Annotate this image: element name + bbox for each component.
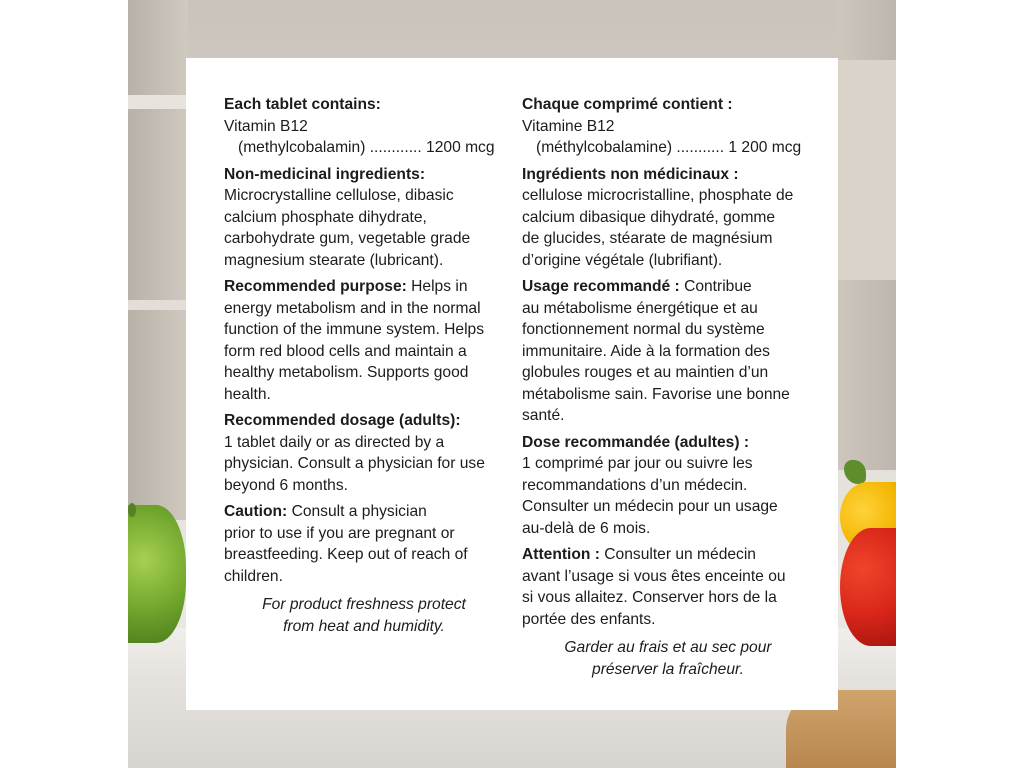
caution-line-fr: avant l’usage si vous êtes enceinte ou <box>522 567 786 585</box>
caution-line: Consult a physician <box>287 503 427 520</box>
purpose-line-fr: fonctionnement normal du système <box>522 321 765 338</box>
green-apple <box>128 505 186 643</box>
purpose-section-fr <box>522 276 814 427</box>
caution-heading-fr: Attention : <box>522 546 600 563</box>
caution-section-fr <box>522 544 814 630</box>
purpose-line: healthy metabolism. Supports good <box>224 364 469 381</box>
dosage-heading: Recommended dosage (adults): <box>224 412 461 429</box>
purpose-line: health. <box>224 385 271 403</box>
apple-stem <box>128 503 136 517</box>
dosage-section <box>224 410 504 496</box>
nonmed-line-fr: calcium dibasique dihydraté, gomme <box>522 208 776 226</box>
freshness-note-fr <box>522 637 814 680</box>
contains-heading: Each tablet contains: <box>224 96 381 113</box>
nonmed-line: carbohydrate gum, vegetable grade <box>224 230 471 247</box>
red-tomato <box>840 528 896 646</box>
caution-line-fr: Consulter un médecin <box>599 546 756 563</box>
purpose-line: form red blood cells and maintain a <box>224 342 467 360</box>
nonmed-line: magnesium stearate (lubricant). <box>224 251 444 269</box>
purpose-heading: Recommended purpose: <box>224 278 407 295</box>
shelf-left-upper <box>128 95 188 109</box>
pepper-stem <box>844 460 866 484</box>
freshness-line: from heat and humidity. <box>283 617 445 635</box>
caution-line-fr: si vous allaitez. Conserver hors de la <box>522 589 777 606</box>
dosage-line-fr: au-delà de 6 mois. <box>522 519 651 537</box>
purpose-line-fr: globules rouges et au maintien d’un <box>522 364 769 381</box>
purpose-section <box>224 276 504 405</box>
dosage-line-fr: Consulter un médecin pour un usage <box>522 498 778 515</box>
dosage-line: physician. Consult a physician for use <box>224 455 485 472</box>
freshness-note <box>224 594 504 637</box>
window-right <box>838 60 896 280</box>
purpose-heading-fr: Usage recommandé : <box>522 278 680 295</box>
purpose-line: function of the immune system. Helps <box>224 321 485 338</box>
caution-section <box>224 501 504 587</box>
contains-detail-fr: (méthylcobalamine) ........... 1 200 mcg <box>536 139 802 156</box>
shelf-left-lower <box>128 300 188 310</box>
nonmed-heading-fr: Ingrédients non médicinaux : <box>522 165 739 183</box>
nonmed-line: Microcrystalline cellulose, dibasic <box>224 187 454 204</box>
dosage-line-fr: 1 comprimé par jour ou suivre les <box>522 455 753 472</box>
label-card <box>186 58 838 710</box>
dosage-line: 1 tablet daily or as directed by a <box>224 433 445 451</box>
english-column <box>224 94 504 637</box>
contains-item-fr: Vitamine B12 <box>522 117 615 135</box>
dosage-heading-fr: Dose recommandée (adultes) : <box>522 433 750 451</box>
freshness-line-fr: Garder au frais et au sec pour <box>564 639 772 656</box>
french-column <box>522 94 814 680</box>
caution-line: prior to use if you are pregnant or <box>224 524 455 542</box>
dosage-line: beyond 6 months. <box>224 476 348 494</box>
freshness-line-fr: préserver la fraîcheur. <box>592 660 744 678</box>
nonmed-line-fr: de glucides, stéarate de magnésium <box>522 230 773 247</box>
contains-section-fr <box>522 94 814 159</box>
caution-line: children. <box>224 567 283 585</box>
nonmed-line-fr: cellulose microcristalline, phosphate de <box>522 187 794 204</box>
dosage-line-fr: recommandations d’un médecin. <box>522 476 748 494</box>
caution-line: breastfeeding. Keep out of reach of <box>224 546 468 563</box>
purpose-line-fr: Contribue <box>679 278 752 295</box>
dosage-section-fr <box>522 432 814 540</box>
purpose-line: Helps in <box>406 278 468 295</box>
nonmed-section <box>224 164 504 272</box>
purpose-line: energy metabolism and in the normal <box>224 299 481 317</box>
contains-section <box>224 94 504 159</box>
purpose-line-fr: métabolisme sain. Favorise une bonne <box>522 385 790 403</box>
freshness-line: For product freshness protect <box>262 596 466 613</box>
purpose-line-fr: santé. <box>522 407 565 424</box>
nonmed-section-fr <box>522 164 814 272</box>
contains-detail: (methylcobalamin) ............ 1200 mcg <box>238 139 495 156</box>
nonmed-line: calcium phosphate dihydrate, <box>224 208 427 226</box>
nonmed-heading: Non-medicinal ingredients: <box>224 165 426 183</box>
cabinet-left <box>128 0 188 520</box>
contains-item: Vitamin B12 <box>224 117 308 135</box>
caution-heading: Caution: <box>224 503 288 520</box>
purpose-line-fr: immunitaire. Aide à la formation des <box>522 342 770 360</box>
contains-heading-fr: Chaque comprimé contient : <box>522 96 733 113</box>
nonmed-line-fr: d’origine végétale (lubrifiant). <box>522 251 723 269</box>
purpose-line-fr: au métabolisme énergétique et au <box>522 299 758 317</box>
caution-line-fr: portée des enfants. <box>522 610 656 628</box>
